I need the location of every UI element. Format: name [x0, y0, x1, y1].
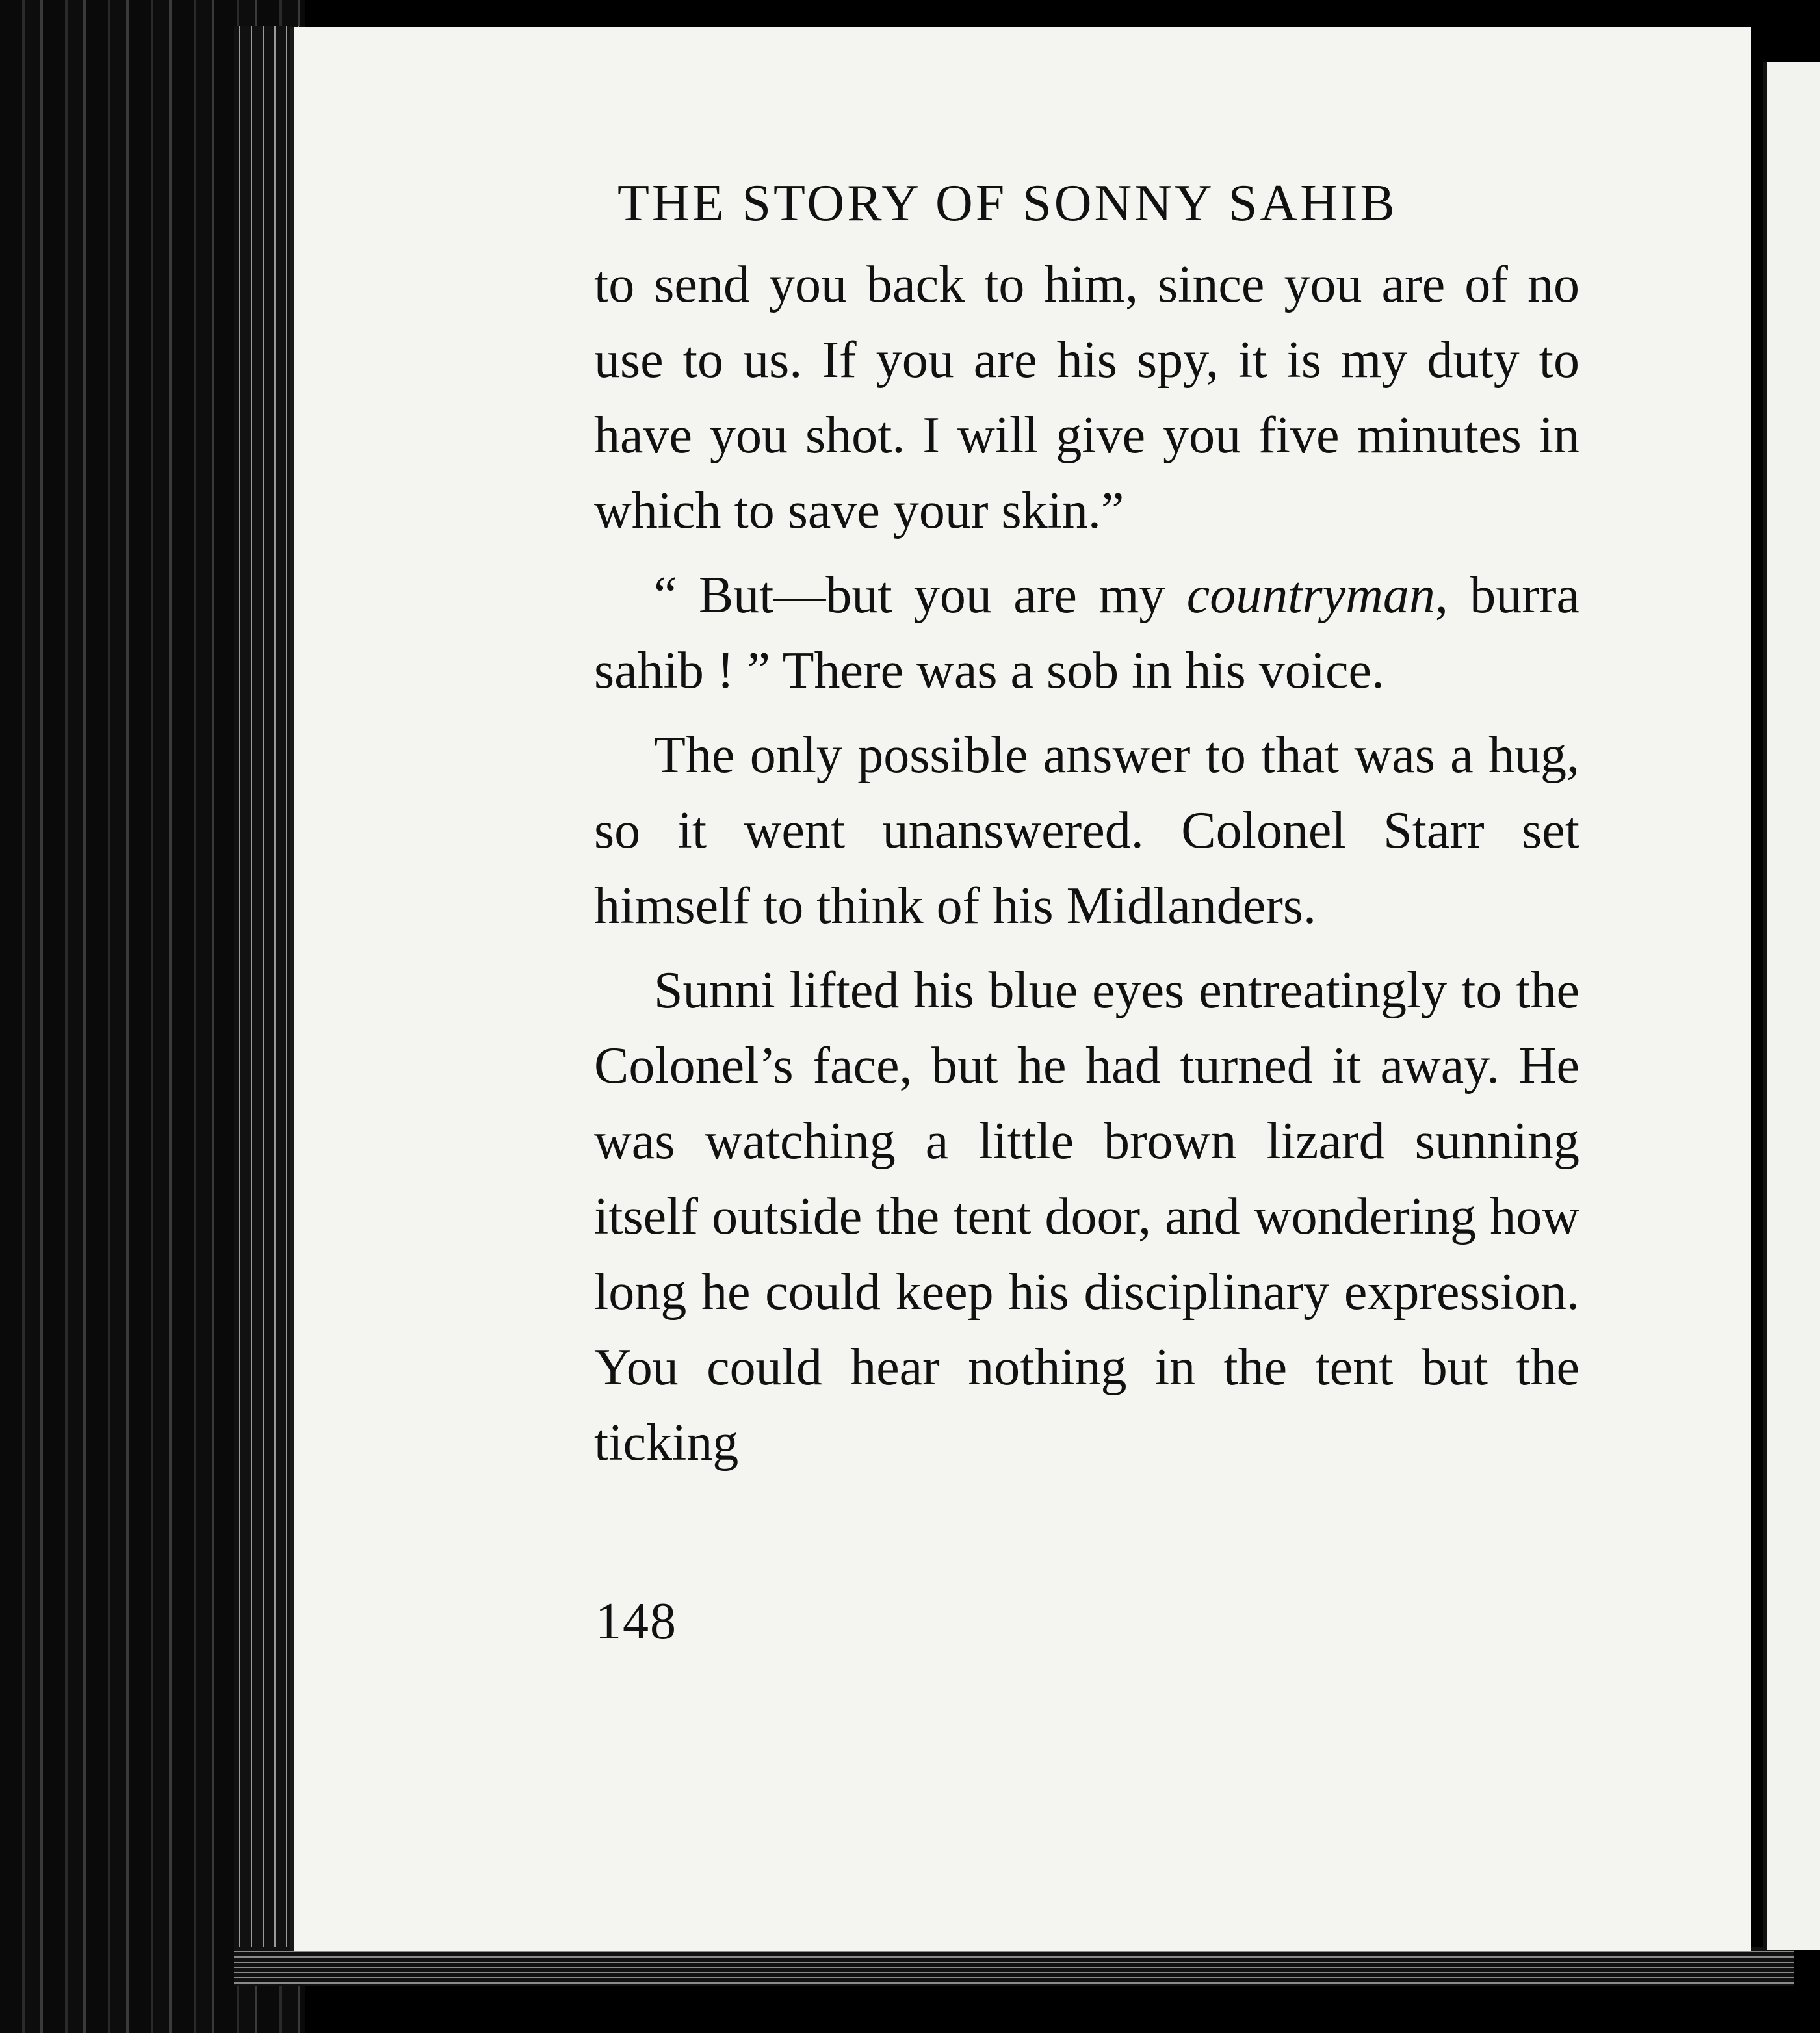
paragraph-text: to send you back to him, since you are of no use to us. If you are his spy, it is my duty to have you shot. I will give you five minutes in which to save your skin.” — [594, 256, 1580, 539]
page-stack-bottom — [234, 1947, 1794, 1986]
body-text — [594, 247, 1580, 1481]
page-number: 148 — [595, 1593, 677, 1650]
paragraph-text: Sunni lifted his blue eyes entreatingly to the Colonel’s face, but he had turned it away. He was watching a little brown lizard sunning itself outside the tent door, and wondering how long he could keep his disciplinary expression. You could hear nothing in the tent but the ticking — [594, 962, 1580, 1471]
facing-page — [1763, 62, 1820, 1950]
paragraph — [594, 718, 1580, 944]
paragraph — [594, 558, 1580, 708]
paragraph — [594, 247, 1580, 549]
paragraph-text: , burra sahib ! ” There was a sob in his voice. — [594, 567, 1580, 699]
paragraph — [594, 953, 1580, 1481]
emphasis-text: countryman — [1186, 567, 1435, 624]
running-head: THE STORY OF SONNY SAHIB — [618, 175, 1398, 232]
paragraph-text: “ But—but you are my — [654, 567, 1187, 624]
paragraph-text: The only possible answer to that was a hug, so it went unanswered. Colonel Starr set himself to think of his Midlanders. — [594, 727, 1580, 935]
